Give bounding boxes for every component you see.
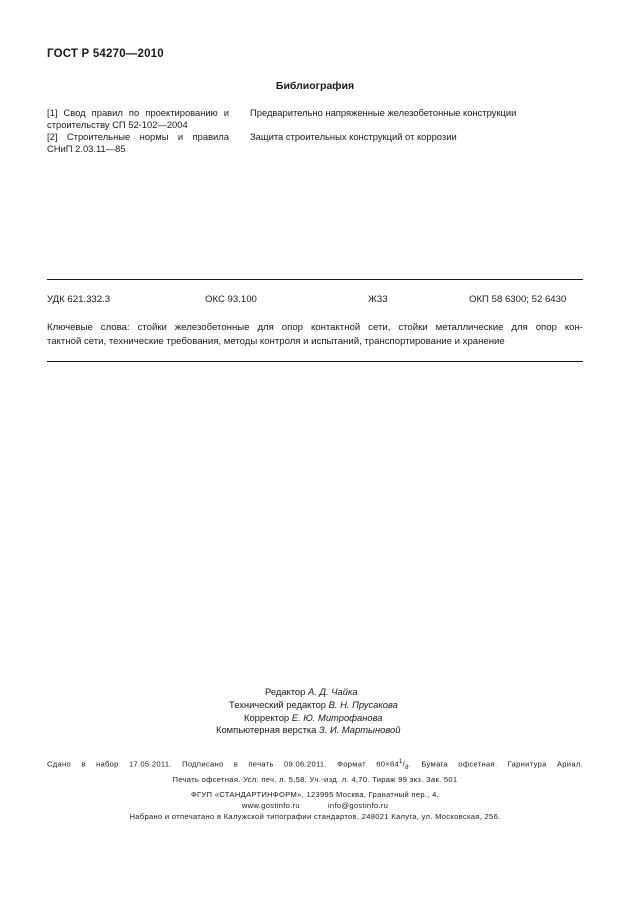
- imprint-text: . Бумага офсетная. Гарнитура Ариал.: [408, 759, 583, 769]
- credit-name: В. Н. Прусакова: [328, 698, 398, 710]
- keywords-label: Ключевые слова:: [47, 322, 130, 333]
- bibliography-entry-title: Защита строительных конструкций от коррозии: [250, 131, 457, 142]
- credit-role: Корректор: [244, 711, 290, 723]
- keywords-text: стойки железобетонные для опор контактной сети, стойки металлические для опор кон-: [137, 322, 584, 333]
- entry-number: [1]: [47, 107, 58, 118]
- entry-source-line: СНиП 2.03.11—85: [47, 143, 126, 154]
- credit-line: [265, 686, 358, 699]
- credit-line: [229, 699, 398, 712]
- entry-source-line: Строительные нормы и правила: [66, 131, 229, 142]
- udk-code: УДК 621.332.3: [47, 294, 111, 305]
- entry-number: [2]: [47, 131, 58, 142]
- credit-name: З. И. Мартыновой: [319, 724, 401, 736]
- entry-source-line: строительству СП 52-102—2004: [47, 119, 188, 130]
- oks-code: ОКС 93.100: [205, 294, 257, 305]
- imprint: Сдано в набор 17.05.2011. Подписано в печать 09.06.2011. Формат $60\times 84^1/_8$. Бумага офсетная. Гарнитура Ариал. Печать офсетная. Усл. печ. л. 5,58. Уч.-изд. л. 4,70. Тираж 99 экз. Зак. 501: [47, 759, 583, 785]
- bibliography-title: Библиография: [275, 80, 355, 92]
- format-sub: 8: [405, 765, 409, 772]
- credit-role: Компьютерная верстка: [216, 724, 317, 736]
- okp-code: ОКП 58 6300; 52 6430: [469, 294, 567, 305]
- credit-role: Редактор: [265, 686, 306, 697]
- credit-name: А. Д. Чайка: [307, 686, 358, 697]
- keywords-text: тактной сети, технические требования, методы контроля и испытаний, транспортирование и хранение: [47, 336, 505, 347]
- publisher-website: www.gostinfo.ru: [241, 801, 300, 810]
- credit-line: [216, 724, 400, 737]
- format-sup: 1: [399, 759, 403, 765]
- credit-role: Технический редактор: [229, 698, 327, 710]
- publisher-email: info@gostinfo.ru: [327, 801, 389, 810]
- imprint-text: Сдано в набор 17.05.2011. Подписано в печать 09.06.2011. Формат 60×84: [47, 759, 400, 769]
- bibliography-entry-source: [47, 107, 229, 131]
- imprint-line: Печать офсетная. Усл. печ. л. 5,58. Уч.-изд. л. 4,70. Тираж 99 экз. Зак. 501: [172, 775, 458, 785]
- document-header: ГОСТ Р 54270—2010: [47, 48, 164, 60]
- keywords: [47, 321, 583, 349]
- publisher-line: ФГУП «СТАНДАРТИНФОРМ», 123995 Москва, Гранатный пер., 4.: [190, 790, 440, 799]
- entry-source-line: Свод правил по проектированию и: [63, 107, 229, 118]
- bibliography-entry-source: [47, 131, 229, 155]
- divider-top: [47, 279, 583, 280]
- bibliography-entry-title: Предварительно напряженные железобетонные конструкции: [250, 107, 517, 118]
- publisher-block: [0, 789, 630, 822]
- publisher-line: Набрано и отпечатано в Калужской типографии стандартов, 248021 Калуга, ул. Московская, 256.: [129, 812, 501, 821]
- credit-line: [244, 712, 382, 725]
- credit-name: Е. Ю. Митрофанова: [291, 711, 383, 723]
- divider-bottom: [47, 361, 583, 362]
- group-code: Ж33: [368, 294, 388, 305]
